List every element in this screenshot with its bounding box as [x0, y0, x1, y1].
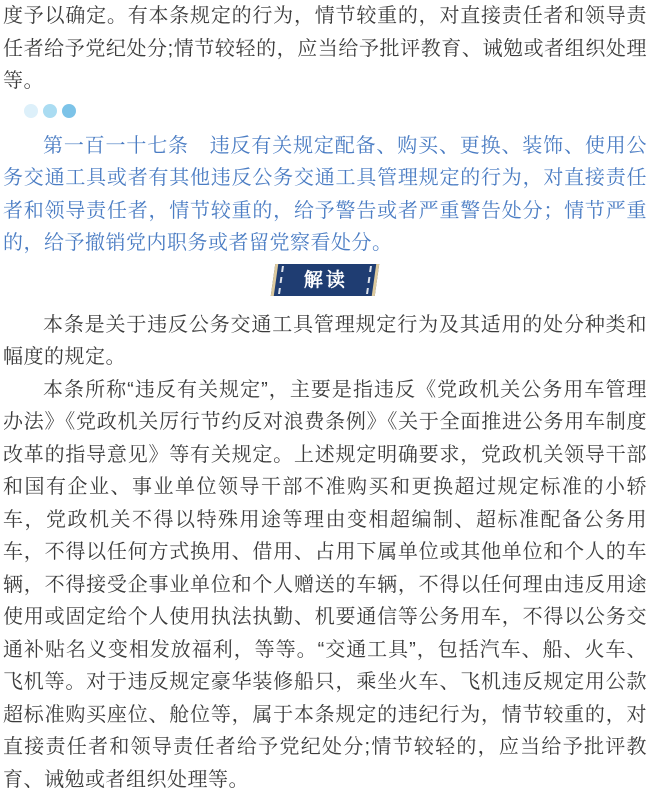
article-117-paragraph: 第一百一十七条 违反有关规定配备、购买、更换、装饰、使用公务交通工具或者有其他违反公务交通工具管理规定的行为，对直接责任者和领导责任者，情节较重的，给予警告或者严重警告处分；情节严重的，给予撤销党内职务或者留党察看处分。: [3, 130, 647, 260]
dot-icon: [24, 104, 38, 118]
decorative-dots: [24, 104, 647, 118]
dot-icon: [43, 104, 57, 118]
interpretation-section: [3, 309, 647, 796]
badge-label: 解读: [301, 270, 348, 289]
continuation-paragraph: 度予以确定。有本条规定的行为，情节较重的，对直接责任者和领导责任者给予党纪处分;情节较轻的，应当给予批评教育、诫勉或者组织处理等。: [3, 0, 647, 98]
interpretation-paragraph: 本条是关于违反公务交通工具管理规定行为及其适用的处分种类和幅度的规定。: [3, 309, 647, 374]
jiedu-ribbon-badge: [271, 264, 379, 296]
interpretation-paragraph: 本条所称“违反有关规定”，主要是指违反《党政机关公务用车管理办法》《党政机关厉行节约反对浪费条例》《关于全面推进公务用车制度改革的指导意见》等有关规定。上述规定明确要求，党政机关领导干部和国有企业、事业单位领导干部不准购买和更换超过规定标准的小轿车，党政机关不得以特殊用途等理由变相超编制、超标准配备公务用车，不得以任何方式换用、借用、占用下属单位或其他单位和个人的车辆，不得接受企事业单位和个人赠送的车辆，不得以任何理由违反用途使用或固定给个人使用执法执勤、机要通信等公务用车，不得以公务交通补贴名义变相发放福利，等等。“交通工具”，包括汽车、船、火车、飞机等。对于违反规定豪华装修船只，乘坐火车、飞机违反规定用公款超标准购买座位、舱位等，属于本条规定的违纪行为，情节较重的，对直接责任者和领导责任者给予党纪处分;情节较轻的，应当给予批评教育、诫勉或者组织处理等。: [3, 374, 647, 796]
badge-row: [3, 264, 647, 296]
dot-icon: [62, 104, 76, 118]
